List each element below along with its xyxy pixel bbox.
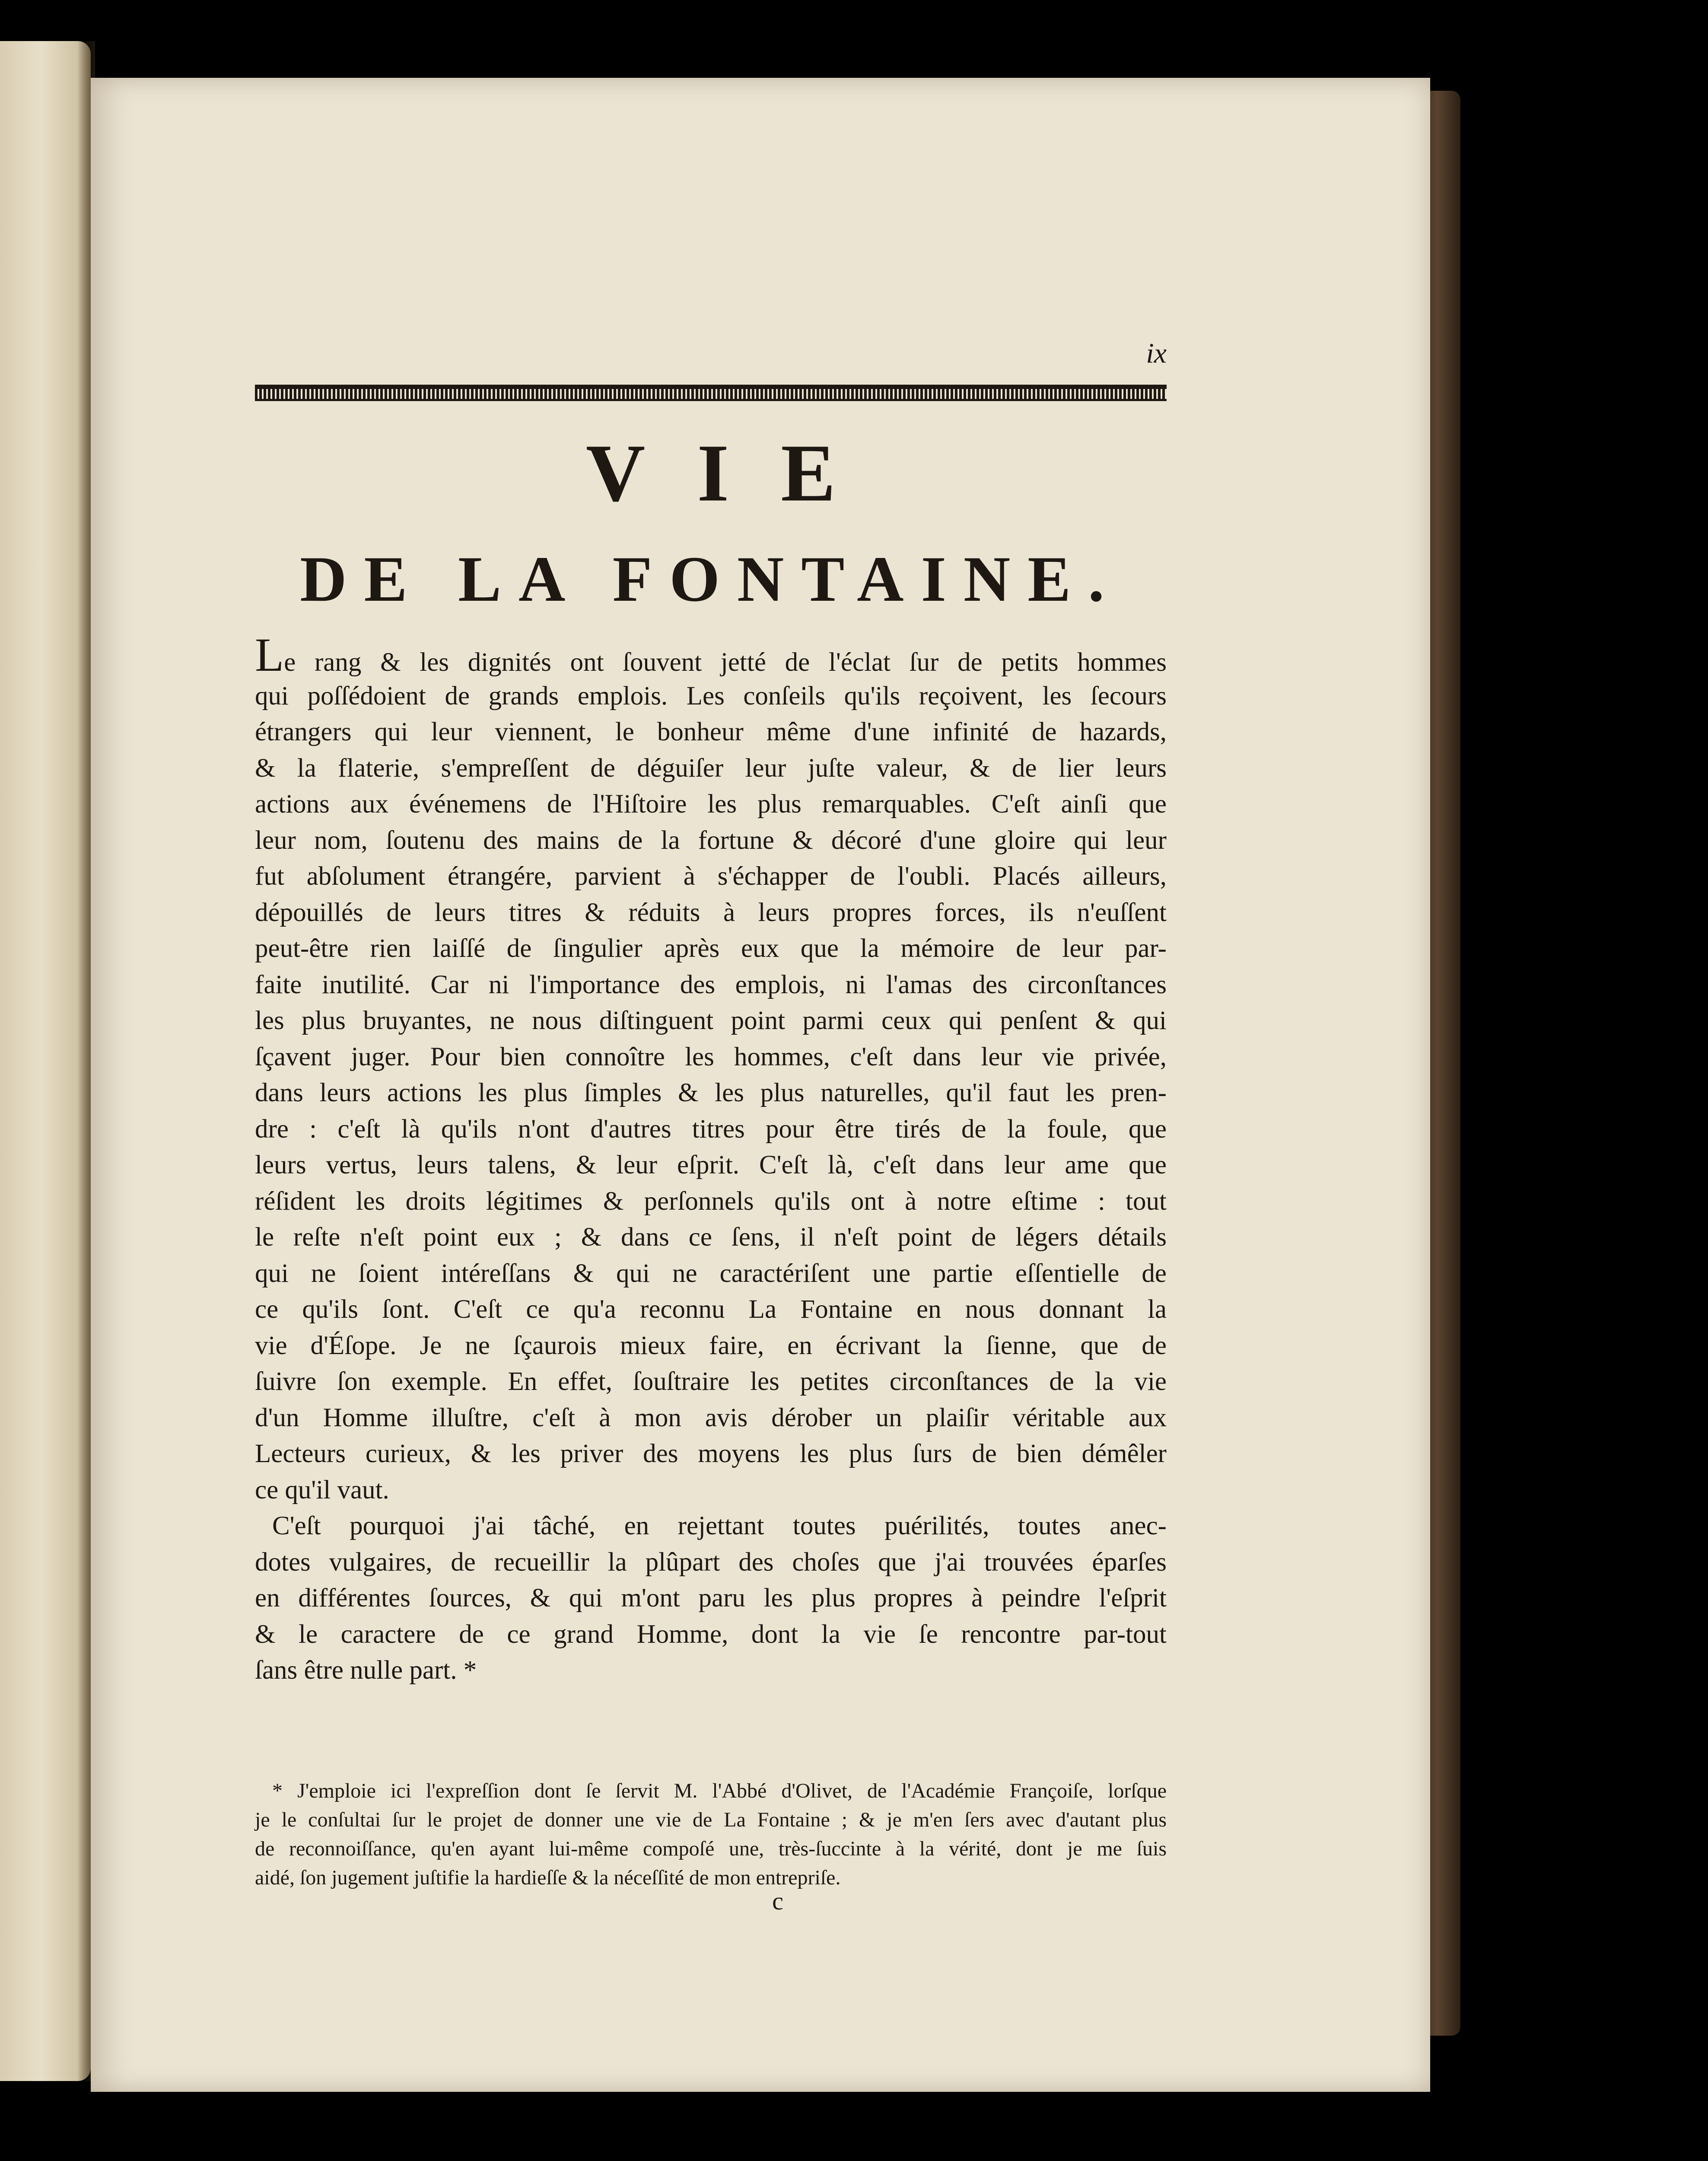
book-page bbox=[91, 78, 1430, 2092]
body-line: peut-être rien laiſſé de ſingulier après eux que la mémoire de leur par- bbox=[255, 934, 1167, 963]
body-line: le reſte n'eſt point eux ; & dans ce ſens, il n'eſt point de légers détails bbox=[255, 1223, 1167, 1252]
footnote-line: * J'emploie ici l'expreſſion dont ſe ſervit M. l'Abbé d'Olivet, de l'Académie Françoiſe, lorſque bbox=[272, 1779, 1167, 1802]
body-line: fut abſolument étrangére, parvient à s'échapper de l'oubli. Placés ailleurs, bbox=[255, 862, 1167, 891]
body-line: faite inutilité. Car ni l'importance des emplois, ni l'amas des circonſtances bbox=[255, 970, 1167, 999]
page-number: ix bbox=[1146, 338, 1167, 369]
header-rule bbox=[255, 385, 1167, 401]
body-line: dre : c'eſt là qu'ils n'ont d'autres titres pour être tirés de la foule, que bbox=[255, 1114, 1167, 1144]
body-line: ſans être nulle part. * bbox=[255, 1656, 477, 1685]
body-line: leurs vertus, leurs talens, & leur eſprit. C'eſt là, c'eſt dans leur ame que bbox=[255, 1151, 1167, 1179]
drop-cap: L bbox=[255, 628, 284, 681]
body-line: & la flaterie, s'empreſſent de déguiſer leur juſte valeur, & de lier leurs bbox=[255, 753, 1167, 783]
body-line: ſçavent juger. Pour bien connoître les hommes, c'eſt dans leur vie privée, bbox=[255, 1042, 1167, 1071]
body-line: vie d'Éſope. Je ne ſçaurois mieux faire, en écrivant la ſienne, que de bbox=[255, 1331, 1167, 1360]
footnote-line: je le conſultai ſur le projet de donner une vie de La Fontaine ; & je m'en ſers avec d'autant plus bbox=[255, 1808, 1167, 1831]
body-line: en différentes ſources, & qui m'ont paru les plus propres à peindre l'eſprit bbox=[255, 1584, 1167, 1613]
body-line: qui ne ſoient intéreſſans & qui ne caractériſent une partie eſſentielle de bbox=[255, 1259, 1167, 1288]
left-page-edge bbox=[0, 41, 91, 2081]
body-line: dans leurs actions les plus ſimples & les plus naturelles, qu'il faut les pren- bbox=[255, 1078, 1167, 1107]
footnote-line: aidé, ſon jugement juſtifie la hardieſſe & la néceſſité de mon entrepriſe. bbox=[255, 1866, 841, 1889]
footnote-line: de reconnoiſſance, qu'en ayant lui-même compoſé une, très-ſuccinte à la vérité, dont je me ſuis bbox=[255, 1837, 1167, 1860]
body-text bbox=[255, 628, 1167, 1689]
page-title: VIE bbox=[586, 428, 887, 519]
body-line: ce qu'il vaut. bbox=[255, 1475, 389, 1504]
footnote bbox=[255, 1776, 1167, 1892]
body-line: & le caractere de ce grand Homme, dont la vie ſe rencontre par-tout bbox=[255, 1619, 1167, 1649]
body-line: ce qu'ils ſont. C'eſt ce qu'a reconnu La Fontaine en nous donnant la bbox=[255, 1295, 1167, 1324]
body-line: dépouillés de leurs titres & réduits à leurs propres forces, ils n'euſſent bbox=[255, 898, 1167, 927]
body-line: Le rang & les dignités ont ſouvent jetté de l'éclat ſur de petits hommes bbox=[255, 628, 1167, 681]
body-line: leur nom, ſoutenu des mains de la fortune & décoré d'une gloire qui leur bbox=[255, 826, 1167, 855]
body-line: ſuivre ſon exemple. En effet, ſouſtraire les petites circonſtances de la vie bbox=[255, 1367, 1167, 1396]
body-line: d'un Homme illuſtre, c'eſt à mon avis dérober un plaiſir véritable aux bbox=[255, 1403, 1167, 1432]
body-line: étrangers qui leur viennent, le bonheur même d'une infinité de hazards, bbox=[255, 717, 1167, 746]
body-line: réſident les droits légitimes & perſonnels qu'ils ont à notre eſtime : tout bbox=[255, 1186, 1167, 1216]
body-line: dotes vulgaires, de recueillir la plûpart des choſes que j'ai trouvées éparſes bbox=[255, 1547, 1167, 1577]
body-line: Lecteurs curieux, & les priver des moyens les plus ſurs de bien démêler bbox=[255, 1439, 1167, 1468]
body-line: qui poſſédoient de grands emplois. Les conſeils qu'ils reçoivent, les ſecours bbox=[255, 681, 1167, 711]
page-subtitle: DE LA FONTAINE. bbox=[300, 543, 1122, 615]
body-line: C'eſt pourquoi j'ai tâché, en rejettant toutes puérilités, toutes anec- bbox=[272, 1511, 1167, 1540]
signature-mark: c bbox=[772, 1887, 783, 1915]
body-line: actions aux événemens de l'Hiſtoire les plus remarquables. C'eſt ainſi que bbox=[255, 790, 1167, 819]
body-line: les plus bruyantes, ne nous diſtinguent point parmi ceux qui penſent & qui bbox=[255, 1006, 1167, 1035]
